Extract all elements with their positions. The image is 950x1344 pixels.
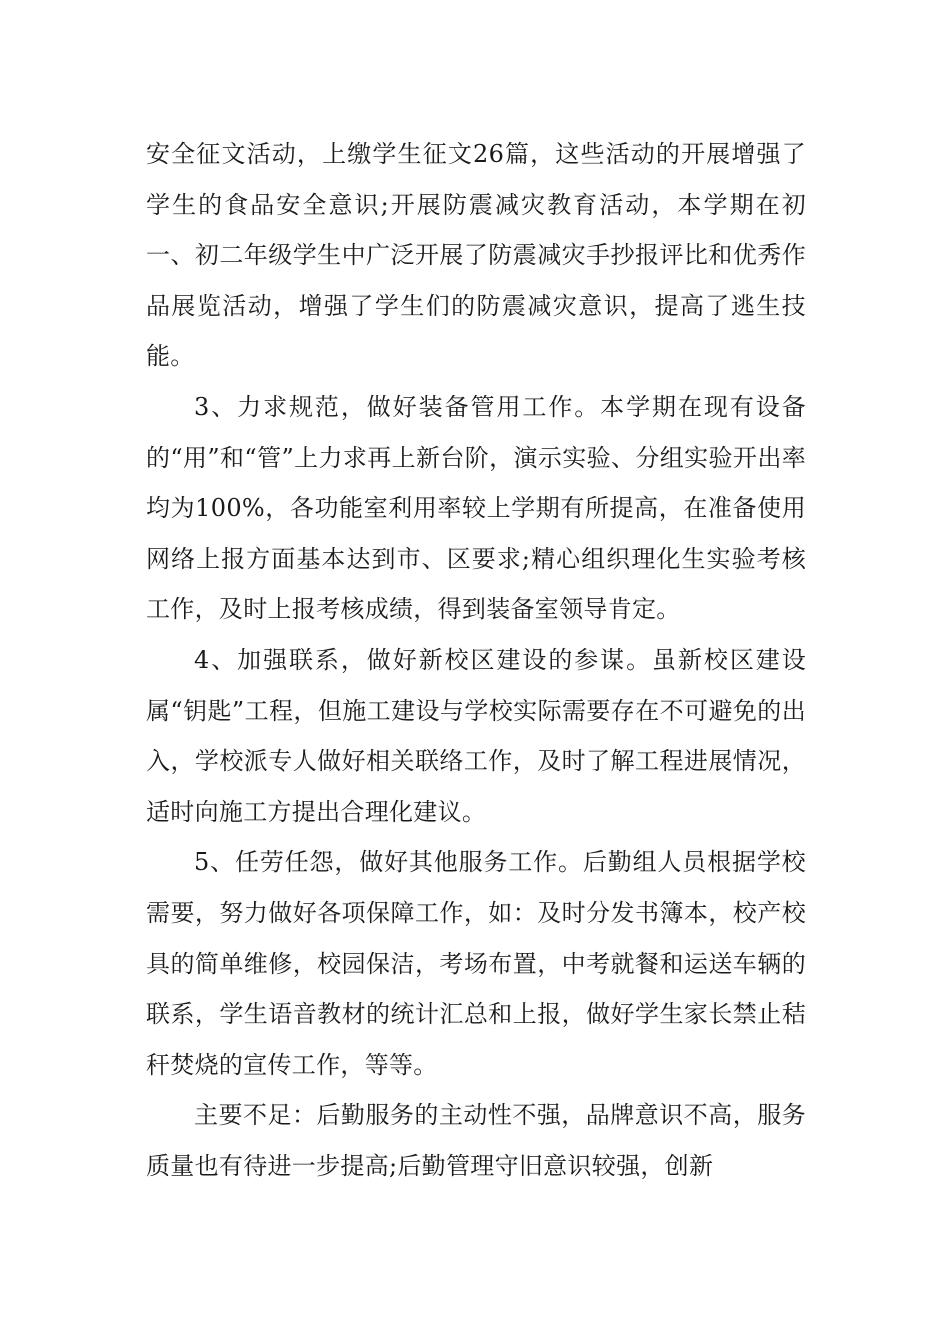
paragraph-new-campus: 4、加强联系，做好新校区建设的参谋。虽新校区建设属“钥匙”工程，但施工建设与学校实际需要存在不可避免的出入，学校派专人做好相关联络工作，及时了解工程进展情况，适时向施工方提出合理化建议。 — [146, 645, 806, 826]
paragraph-continuation: 安全征文活动，上缴学生征文26篇，这些活动的开展增强了学生的食品安全意识;开展防震减灾教育活动，本学期在初一、初二年级学生中广泛开展了防震减灾手抄报评比和优秀作品展览活动，增强了学生们的防震减灾意识，提高了逃生技能。 — [146, 140, 806, 371]
paragraph-equipment-management: 3、力求规范，做好装备管用工作。本学期在现有设备的“用”和“管”上力求再上新台阶，演示实验、分组实验开出率均为100%，各功能室利用率较上学期有所提高，在准备使用网络上报方面基本达到市、区要求;精心组织理化生实验考核工作，及时上报考核成绩，得到装备室领导肯定。 — [146, 392, 806, 624]
document-body — [146, 129, 806, 1191]
paragraph-shortcomings: 主要不足：后勤服务的主动性不强，品牌意识不高，服务质量也有待进一步提高;后勤管理守旧意识较强，创新 — [146, 1101, 806, 1180]
paragraph-other-services: 5、任劳任怨，做好其他服务工作。后勤组人员根据学校需要，努力做好各项保障工作，如：及时分发书簿本，校产校具的简单维修，校园保洁，考场布置，中考就餐和运送车辆的联系，学生语音教材的统计汇总和上报，做好学生家长禁止秸秆焚烧的宣传工作，等等。 — [146, 848, 806, 1079]
